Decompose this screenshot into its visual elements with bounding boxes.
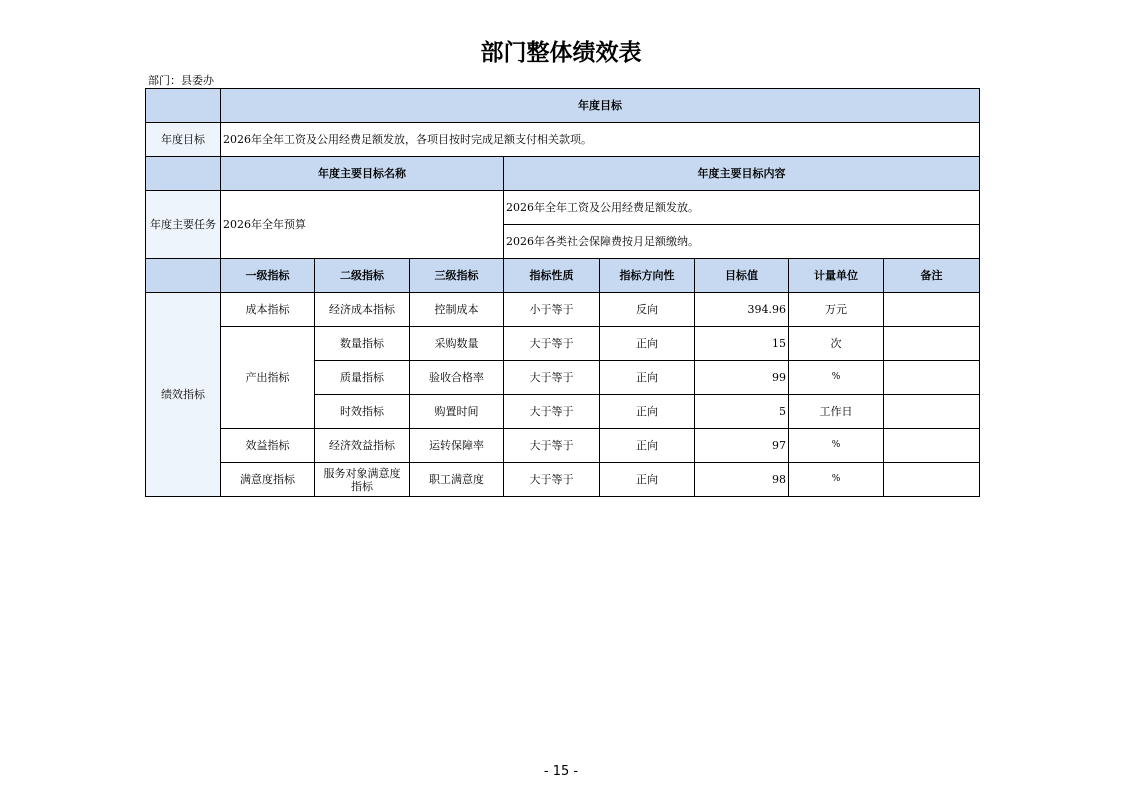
unit: 工作日: [789, 395, 884, 429]
indicator-nature: 大于等于: [504, 395, 600, 429]
task-label: 年度主要任务: [146, 191, 221, 259]
remark: [884, 293, 980, 327]
task-name: 2026年全年预算: [221, 191, 504, 259]
level3-indicator: 职工满意度: [410, 463, 504, 497]
annual-goal-text: 2026年全年工资及公用经费足额发放，各项目按时完成足额支付相关款项。: [221, 123, 980, 157]
level3-indicator: 控制成本: [410, 293, 504, 327]
level2-indicator: 时效指标: [315, 395, 410, 429]
indicator-direction: 反向: [600, 293, 695, 327]
target-value: 5: [695, 395, 789, 429]
unit: %: [789, 361, 884, 395]
unit: 万元: [789, 293, 884, 327]
level3-indicator: 运转保障率: [410, 429, 504, 463]
remark: [884, 361, 980, 395]
column-header: 一级指标: [221, 259, 315, 293]
annual-goal-header: 年度目标: [221, 89, 980, 123]
annual-goal-label: 年度目标: [146, 123, 221, 157]
task-content-header: 年度主要目标内容: [504, 157, 980, 191]
corner-cell: [146, 89, 221, 123]
level3-indicator: 购置时间: [410, 395, 504, 429]
page-title: 部门整体绩效表: [480, 40, 642, 66]
table-row: [146, 463, 980, 497]
level2-indicator: 服务对象满意度指标: [315, 463, 410, 497]
column-header: 目标值: [695, 259, 789, 293]
level2-indicator: 经济效益指标: [315, 429, 410, 463]
indicator-direction: 正向: [600, 463, 695, 497]
corner-cell: [146, 259, 221, 293]
indicator-nature: 小于等于: [504, 293, 600, 327]
unit: %: [789, 429, 884, 463]
indicator-nature: 大于等于: [504, 327, 600, 361]
indicator-nature: 大于等于: [504, 463, 600, 497]
indicator-direction: 正向: [600, 327, 695, 361]
indicator-direction: 正向: [600, 429, 695, 463]
target-value: 99: [695, 361, 789, 395]
target-value: 97: [695, 429, 789, 463]
table-row: [146, 327, 980, 361]
indicator-nature: 大于等于: [504, 361, 600, 395]
column-header: 指标方向性: [600, 259, 695, 293]
target-value: 15: [695, 327, 789, 361]
unit: 次: [789, 327, 884, 361]
remark: [884, 463, 980, 497]
unit: %: [789, 463, 884, 497]
column-header: 备注: [884, 259, 980, 293]
table-row: [146, 293, 980, 327]
target-value: 98: [695, 463, 789, 497]
task-content: 2026年全年工资及公用经费足额发放。: [504, 191, 980, 225]
level2-indicator: 质量指标: [315, 361, 410, 395]
column-header: 计量单位: [789, 259, 884, 293]
level3-indicator: 验收合格率: [410, 361, 504, 395]
target-value: 394.96: [695, 293, 789, 327]
level3-indicator: 采购数量: [410, 327, 504, 361]
level1-indicator: 产出指标: [221, 327, 315, 429]
level1-indicator: 成本指标: [221, 293, 315, 327]
level2-indicator: 数量指标: [315, 327, 410, 361]
table-row: [146, 429, 980, 463]
performance-table: [145, 88, 980, 497]
remark: [884, 429, 980, 463]
level1-indicator: 满意度指标: [221, 463, 315, 497]
indicator-direction: 正向: [600, 361, 695, 395]
page-number: - 15 -: [543, 764, 579, 779]
remark: [884, 395, 980, 429]
indicator-direction: 正向: [600, 395, 695, 429]
remark: [884, 327, 980, 361]
level2-indicator: 经济成本指标: [315, 293, 410, 327]
column-header: 三级指标: [410, 259, 504, 293]
task-name-header: 年度主要目标名称: [221, 157, 504, 191]
department-label: 部门：县委办: [148, 74, 214, 87]
column-header: 二级指标: [315, 259, 410, 293]
level1-indicator: 效益指标: [221, 429, 315, 463]
task-content: 2026年各类社会保障费按月足额缴纳。: [504, 225, 980, 259]
corner-cell: [146, 157, 221, 191]
indicator-nature: 大于等于: [504, 429, 600, 463]
column-header: 指标性质: [504, 259, 600, 293]
indicator-section-label: 绩效指标: [146, 293, 221, 497]
